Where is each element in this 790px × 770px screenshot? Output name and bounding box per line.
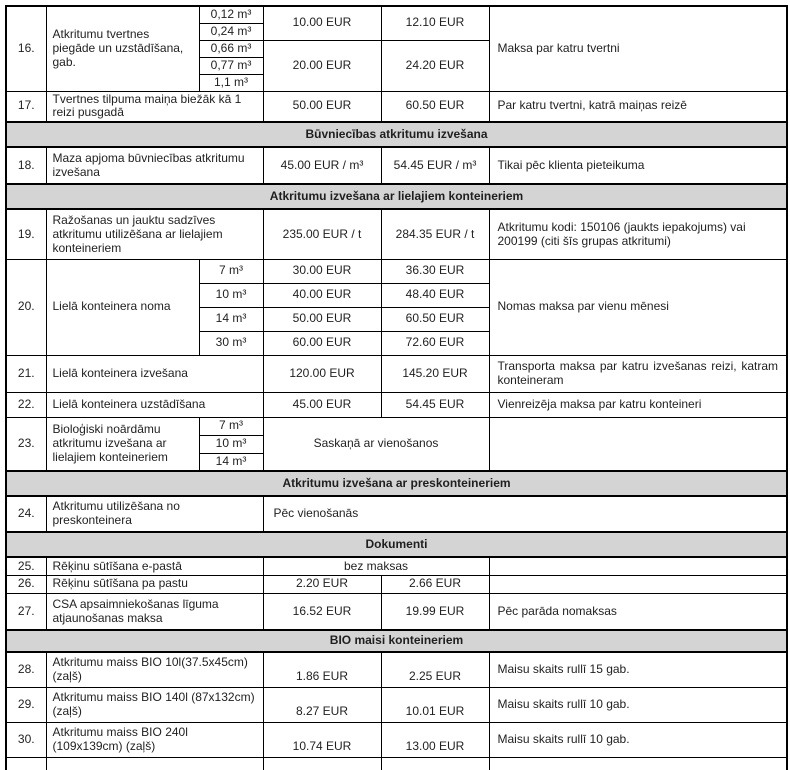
row-30-price-vat: 13.00 EUR	[381, 722, 489, 757]
table-row	[6, 91, 787, 122]
row-19-number: 19.	[6, 209, 46, 259]
row-23-description: Bioloģiski noārdāmu atkritumu izvešana ar lielajiem konteineriem	[46, 417, 199, 471]
section-header-buvniecibas-label: Būvniecības atkritumu izvešana	[6, 122, 787, 147]
clipped-row-description	[46, 757, 263, 770]
table-row	[6, 417, 787, 435]
row-20-price-vat-2: 48.40 EUR	[381, 283, 489, 307]
row-29-note: Maisu skaits rullī 10 gab.	[489, 687, 787, 722]
row-23-number: 23.	[6, 417, 46, 471]
row-23-agreement-cell: Saskaņā ar vienošanos	[263, 417, 489, 471]
row-20-price-base-4: 60.00 EUR	[263, 331, 381, 355]
row-20-volume-2: 10 m³	[199, 283, 263, 307]
row-19-price-vat: 284.35 EUR / t	[381, 209, 489, 259]
row-21-number: 21.	[6, 355, 46, 392]
row-21-description: Lielā konteinera izvešana	[46, 355, 263, 392]
row-20-price-base-3: 50.00 EUR	[263, 307, 381, 331]
row-25-number: 25.	[6, 557, 46, 575]
row-17-number: 17.	[6, 91, 46, 122]
section-header-dokumenti-label: Dokumenti	[6, 532, 787, 557]
row-19-price-base: 235.00 EUR / t	[263, 209, 381, 259]
row-16-price-vat-a: 12.10 EUR	[381, 6, 489, 40]
row-29-number: 29.	[6, 687, 46, 722]
table-row	[6, 593, 787, 630]
row-28-number: 28.	[6, 652, 46, 687]
row-16-volume-1: 0,12 m³	[199, 6, 263, 23]
row-16-description: Atkritumu tvertnes piegāde un uzstādīšana, gab.	[46, 6, 199, 91]
section-header-dokumenti	[6, 532, 787, 557]
row-27-price-vat: 19.99 EUR	[381, 593, 489, 630]
clipped-row-price-vat	[381, 757, 489, 770]
row-17-price-base: 50.00 EUR	[263, 91, 381, 122]
row-18-price-vat: 54.45 EUR / m³	[381, 147, 489, 184]
row-25-free-cell: bez maksas	[263, 557, 489, 575]
row-22-price-base: 45.00 EUR	[263, 392, 381, 417]
table-row	[6, 209, 787, 259]
row-20-volume-4: 30 m³	[199, 331, 263, 355]
table-row	[6, 6, 787, 23]
table-row	[6, 392, 787, 417]
row-16-number: 16.	[6, 6, 46, 91]
row-23-volume-3: 14 m³	[199, 453, 263, 471]
row-29-price-vat: 10.01 EUR	[381, 687, 489, 722]
row-25-description: Rēķinu sūtīšana e-pastā	[46, 557, 263, 575]
row-21-price-vat: 145.20 EUR	[381, 355, 489, 392]
table-row	[6, 355, 787, 392]
row-22-description: Lielā konteinera uzstādīšana	[46, 392, 263, 417]
row-29-description: Atkritumu maiss BIO 140l (87x132cm) (zaļš)	[46, 687, 263, 722]
section-header-buvniecibas	[6, 122, 787, 147]
row-22-price-vat: 54.45 EUR	[381, 392, 489, 417]
row-20-price-vat-3: 60.50 EUR	[381, 307, 489, 331]
row-20-description: Lielā konteinera noma	[46, 259, 199, 355]
row-26-number: 26.	[6, 575, 46, 593]
row-23-note	[489, 417, 787, 471]
row-16-note: Maksa par katru tvertni	[489, 6, 787, 91]
row-30-price-base: 10.74 EUR	[263, 722, 381, 757]
row-20-note: Nomas maksa par vienu mēnesi	[489, 259, 787, 355]
table-row	[6, 259, 787, 283]
row-27-note: Pēc parāda nomaksas	[489, 593, 787, 630]
section-header-lielajiem	[6, 184, 787, 209]
row-26-price-vat: 2.66 EUR	[381, 575, 489, 593]
row-30-note: Maisu skaits rullī 10 gab.	[489, 722, 787, 757]
clipped-row-price-base	[263, 757, 381, 770]
row-29-price-base: 8.27 EUR	[263, 687, 381, 722]
table-row-clipped	[6, 757, 787, 770]
row-22-note: Vienreizēja maksa par katru konteineri	[489, 392, 787, 417]
row-30-number: 30.	[6, 722, 46, 757]
row-26-note	[489, 575, 787, 593]
row-20-price-base-1: 30.00 EUR	[263, 259, 381, 283]
row-20-price-base-2: 40.00 EUR	[263, 283, 381, 307]
waste-service-price-table	[5, 5, 788, 770]
section-header-preskonteineriem-label: Atkritumu izvešana ar preskonteineriem	[6, 471, 787, 496]
row-18-note: Tikai pēc klienta pieteikuma	[489, 147, 787, 184]
row-24-number: 24.	[6, 496, 46, 532]
row-16-price-base-b: 20.00 EUR	[263, 40, 381, 91]
row-19-description: Ražošanas un jauktu sadzīves atkritumu utilizēšana ar lielajiem konteineriem	[46, 209, 263, 259]
section-header-lielajiem-label: Atkritumu izvešana ar lielajiem konteineriem	[6, 184, 787, 209]
row-26-description: Rēķinu sūtīšana pa pastu	[46, 575, 263, 593]
section-header-bio	[6, 630, 787, 652]
row-16-volume-2: 0,24 m³	[199, 23, 263, 40]
table-row	[6, 496, 787, 532]
table-row	[6, 147, 787, 184]
row-30-description: Atkritumu maiss BIO 240l (109x139cm) (zaļš)	[46, 722, 263, 757]
row-27-description: CSA apsaimniekošanas līguma atjaunošanas maksa	[46, 593, 263, 630]
row-18-price-base: 45.00 EUR / m³	[263, 147, 381, 184]
section-header-preskonteineriem	[6, 471, 787, 496]
row-28-price-base: 1.86 EUR	[263, 652, 381, 687]
row-20-price-vat-4: 72.60 EUR	[381, 331, 489, 355]
row-16-price-base-a: 10.00 EUR	[263, 6, 381, 40]
row-17-description: Tvertnes tilpuma maiņa biežāk kā 1 reizi pusgadā	[46, 91, 263, 122]
row-28-price-vat: 2.25 EUR	[381, 652, 489, 687]
row-16-volume-3: 0,66 m³	[199, 40, 263, 57]
row-16-volume-5: 1,1 m³	[199, 74, 263, 91]
row-18-description: Maza apjoma būvniecības atkritumu izvešana	[46, 147, 263, 184]
table-row	[6, 575, 787, 593]
section-header-bio-label: BIO maisi konteineriem	[6, 630, 787, 652]
row-25-note	[489, 557, 787, 575]
clipped-row-note	[489, 757, 787, 770]
row-16-price-vat-b: 24.20 EUR	[381, 40, 489, 91]
row-21-price-base: 120.00 EUR	[263, 355, 381, 392]
table-row	[6, 687, 787, 722]
row-24-description: Atkritumu utilizēšana no preskonteinera	[46, 496, 263, 532]
row-20-volume-3: 14 m³	[199, 307, 263, 331]
row-17-note: Par katru tvertni, katrā maiņas reizē	[489, 91, 787, 122]
table-row	[6, 652, 787, 687]
row-20-number: 20.	[6, 259, 46, 355]
row-20-volume-1: 7 m³	[199, 259, 263, 283]
row-26-price-base: 2.20 EUR	[263, 575, 381, 593]
table-row	[6, 557, 787, 575]
row-27-price-base: 16.52 EUR	[263, 593, 381, 630]
row-28-note: Maisu skaits rullī 15 gab.	[489, 652, 787, 687]
row-24-agreement-cell: Pēc vienošanās	[263, 496, 787, 532]
row-18-number: 18.	[6, 147, 46, 184]
row-28-description: Atkritumu maiss BIO 10l(37.5x45cm) (zaļš)	[46, 652, 263, 687]
row-23-volume-1: 7 m³	[199, 417, 263, 435]
row-19-note: Atkritumu kodi: 150106 (jaukts iepakojums) vai 200199 (citi šīs grupas atkritumi)	[489, 209, 787, 259]
row-20-price-vat-1: 36.30 EUR	[381, 259, 489, 283]
row-22-number: 22.	[6, 392, 46, 417]
row-21-note: Transporta maksa par katru izvešanas reizi, katram konteineram	[489, 355, 787, 392]
row-27-number: 27.	[6, 593, 46, 630]
table-row	[6, 722, 787, 757]
clipped-row-number	[6, 757, 46, 770]
row-17-price-vat: 60.50 EUR	[381, 91, 489, 122]
row-23-volume-2: 10 m³	[199, 435, 263, 453]
row-16-volume-4: 0,77 m³	[199, 57, 263, 74]
